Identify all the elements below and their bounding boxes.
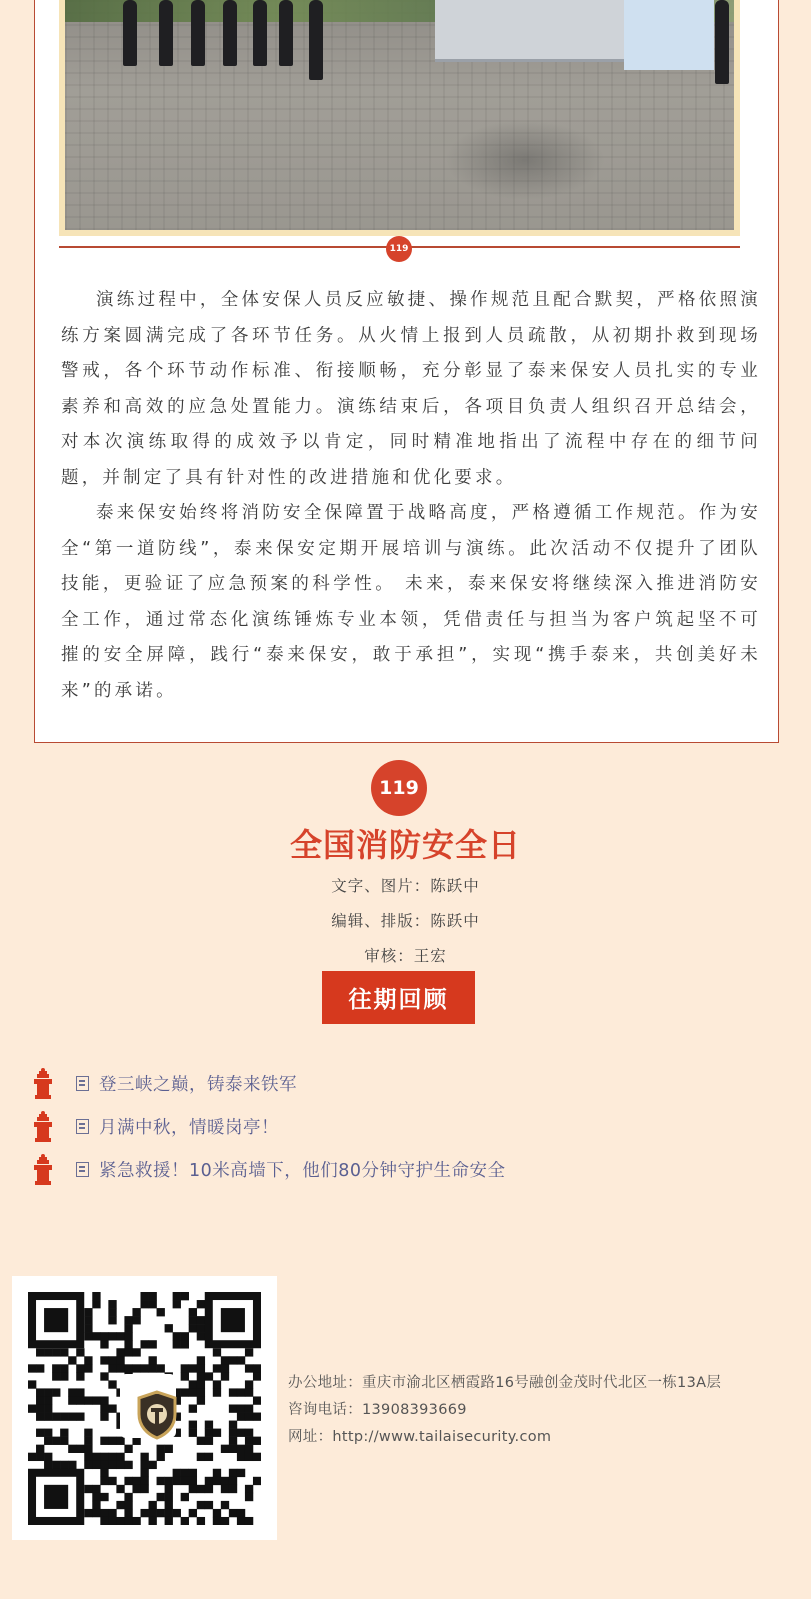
article-link[interactable]: 紧急救援！10米高墙下，他们80分钟守护生命安全: [99, 1161, 506, 1181]
article-link[interactable]: 月满中秋，情暖岗亭！: [99, 1118, 279, 1138]
credit-line: 编辑、排版：陈跃中: [331, 912, 480, 930]
list-item[interactable]: [30, 1062, 790, 1105]
article-body: [61, 283, 761, 709]
photo-frame: [59, 0, 740, 236]
document-icon: [76, 1076, 89, 1091]
list-item[interactable]: [30, 1105, 790, 1148]
article-link[interactable]: 登三峡之巅，铸泰来铁军: [99, 1075, 297, 1095]
divider-badge: 119: [386, 236, 412, 262]
list-item[interactable]: [30, 1148, 790, 1191]
fire-hydrant-icon: [30, 1153, 56, 1187]
article-paragraph: 演练过程中，全体安保人员反应敏捷、操作规范且配合默契，严格依照演练方案圆满完成了各环节任务。从火情上报到人员疏散，从初期扑救到现场警戒，各个环节动作标准、衔接顺畅，充分彰显了泰来保安人员扎实的专业素养和高效的应急处置能力。演练结束后，各项目负责人组织召开总结会，对本次演练取得的成效予以肯定，同时精准地指出了流程中存在的细节问题，并制定了具有针对性的改进措施和优化要求。: [61, 290, 761, 488]
qr-code: [12, 1276, 277, 1540]
office-address: 办公地址：重庆市渝北区栖霞路16号融创金茂时代北区一栋13A层: [288, 1375, 722, 1391]
drill-photo: [65, 0, 734, 230]
article-card: [34, 0, 779, 743]
fire-day-badge: 119: [371, 760, 427, 816]
document-icon: [76, 1119, 89, 1134]
credit-line: 审核：王宏: [364, 947, 447, 965]
past-review-button[interactable]: 往期回顾: [322, 971, 475, 1024]
article-paragraph: 泰来保安始终将消防安全保障置于战略高度，严格遵循工作规范。作为安全“第一道防线”，泰来保安定期开展培训与演练。此次活动不仅提升了团队技能，更验证了应急预案的科学性。 未来，泰来保安将继续深入推进消防安全工作，通过常态化演练锤炼专业本领，凭借责任与担当为客户筑起坚不可摧的安全屏障，践行“泰来保安，敢于承担”，实现“携手泰来，共创美好未来”的承诺。: [61, 503, 761, 701]
page-title: 全国消防安全日: [289, 826, 521, 864]
credit-line: 文字、图片：陈跃中: [331, 877, 480, 895]
phone-number: 咨询电话：13908393669: [288, 1402, 467, 1418]
website-url[interactable]: 网址：http://www.tailaisecurity.com: [288, 1429, 552, 1445]
contact-info: [288, 1370, 721, 1451]
fire-hydrant-icon: [30, 1067, 56, 1101]
past-articles-list: [30, 1062, 790, 1191]
company-logo: [120, 1374, 176, 1438]
document-icon: [76, 1162, 89, 1177]
fire-hydrant-icon: [30, 1110, 56, 1144]
